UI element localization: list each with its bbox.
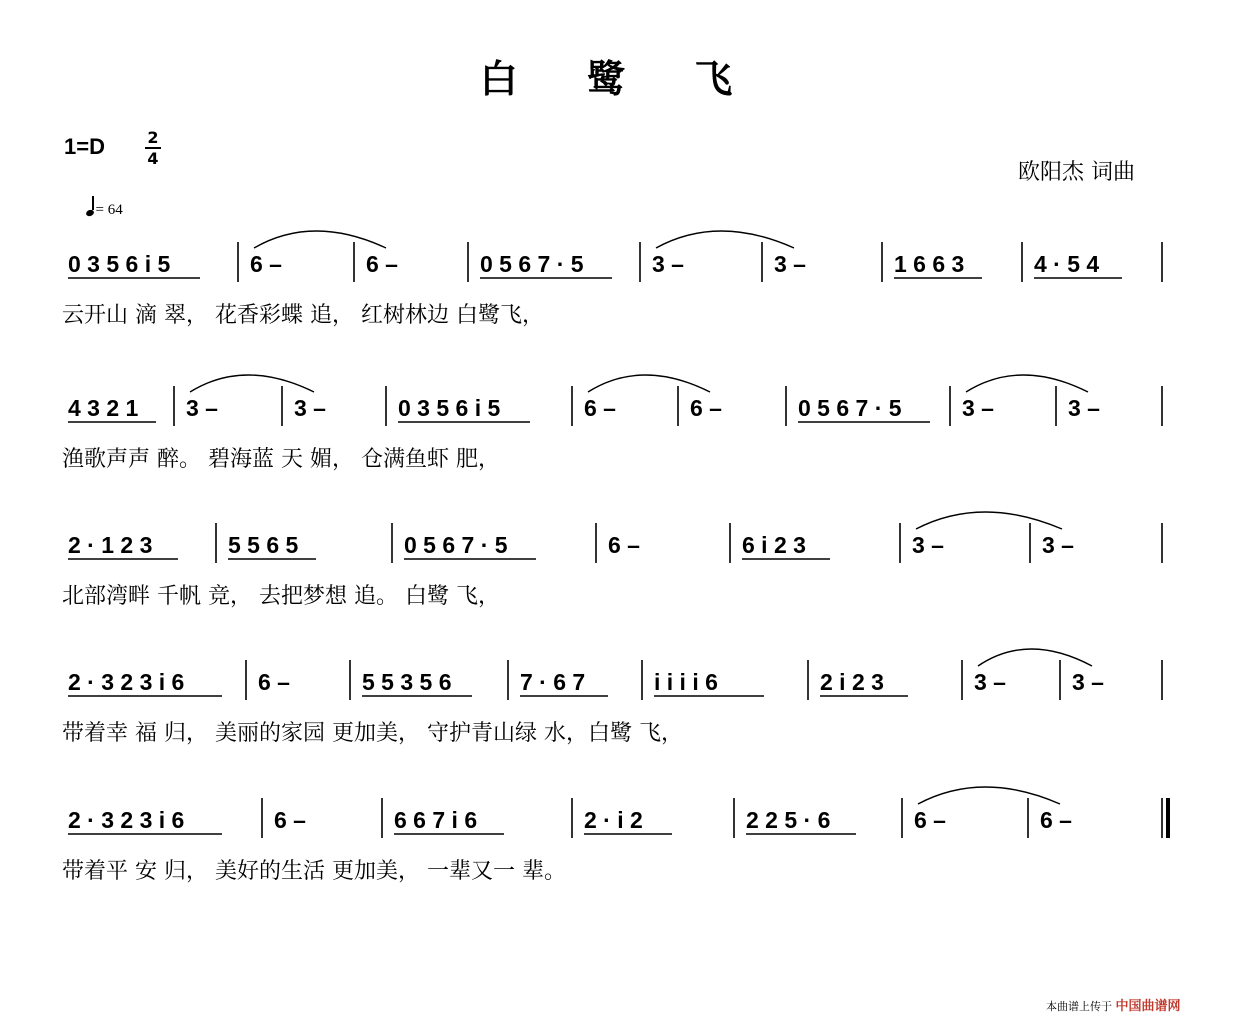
measure-notes: 6 –	[1040, 807, 1072, 833]
key-signature: 1=D	[64, 134, 105, 159]
measure-notes: 2 2 5 · 6	[746, 807, 831, 833]
footer-text: 本曲谱上传于	[1046, 1000, 1112, 1013]
score-row	[62, 512, 1162, 609]
measure-notes: 2 · i 2	[584, 807, 643, 833]
measure-notes: 6 –	[274, 807, 306, 833]
score-row	[62, 649, 1162, 746]
measure-notes: 6 –	[584, 395, 616, 421]
tempo-value: = 64	[95, 202, 123, 218]
measure-notes: 6 –	[258, 669, 290, 695]
measure-notes: 5 5 6 5	[228, 532, 299, 558]
composer-credit: 欧阳杰 词曲	[1018, 160, 1135, 185]
measure-notes: 3 –	[186, 395, 218, 421]
tie-arc	[190, 375, 314, 392]
measure-notes: 2 · 3 2 3 i 6	[68, 807, 185, 833]
measure-notes: 3 –	[1068, 395, 1100, 421]
measure-notes: 6 –	[250, 251, 282, 277]
meter-top: 2	[147, 128, 159, 147]
measure-notes: 0 3 5 6 i 5	[398, 395, 501, 421]
score-row	[62, 787, 1168, 884]
meter-bottom: 4	[147, 149, 159, 168]
measure-notes: 3 –	[294, 395, 326, 421]
measure-notes: 7 · 6 7	[520, 669, 586, 695]
measure-notes: 6 –	[366, 251, 398, 277]
tie-arc	[966, 375, 1088, 392]
source-footer	[1046, 995, 1181, 1014]
score-row	[62, 375, 1162, 472]
measure-notes: 0 5 6 7 · 5	[798, 395, 902, 421]
site-logo: 中国曲谱网	[1115, 999, 1181, 1014]
score-row	[62, 231, 1162, 328]
measure-notes: 6 –	[690, 395, 722, 421]
lyrics-line: 北部湾畔 千帆 竞， 去把梦想 追。 白鹭 飞，	[62, 584, 500, 609]
lyrics-line: 带着幸 福 归， 美丽的家园 更加美， 守护青山绿 水，白鹭 飞，	[62, 721, 683, 746]
measure-notes: 2 · 1 2 3	[68, 532, 153, 558]
measure-notes: 4 3 2 1	[68, 395, 139, 421]
measure-notes: 6 –	[608, 532, 640, 558]
measure-notes: 6 i 2 3	[742, 532, 806, 558]
measure-notes: 3 –	[962, 395, 994, 421]
song-title: 白 鹭 飞	[479, 57, 761, 101]
measure-notes: 0 5 6 7 · 5	[404, 532, 508, 558]
measure-notes: 2 · 3 2 3 i 6	[68, 669, 185, 695]
measure-notes: 6 6 7 i 6	[394, 807, 478, 833]
measure-notes: 3 –	[1042, 532, 1074, 558]
measure-notes: 3 –	[912, 532, 944, 558]
measure-notes: 3 –	[1072, 669, 1104, 695]
measure-notes: 1 6 6 3	[894, 251, 965, 277]
measure-notes: 3 –	[652, 251, 684, 277]
lyrics-line: 带着平 安 归， 美好的生活 更加美， 一辈又一 辈。	[62, 859, 566, 884]
tie-arc	[656, 231, 794, 248]
measure-notes: 3 –	[974, 669, 1006, 695]
measure-notes: 2 i 2 3	[820, 669, 884, 695]
tie-arc	[254, 231, 386, 248]
tie-arc	[588, 375, 710, 392]
tie-arc	[918, 787, 1060, 804]
measure-notes: 0 5 6 7 · 5	[480, 251, 584, 277]
tie-arc	[978, 649, 1092, 666]
measure-notes: 4 · 5 4	[1034, 251, 1100, 277]
measure-notes: 3 –	[774, 251, 806, 277]
measure-notes: 5 5 3 5 6	[362, 669, 452, 695]
measure-notes: 6 –	[914, 807, 946, 833]
tie-arc	[916, 512, 1062, 529]
measure-notes: i i i i 6	[654, 669, 718, 695]
measure-notes: 0 3 5 6 i 5	[68, 251, 171, 277]
lyrics-line: 云开山 滴 翠， 花香彩蝶 追， 红树林边 白鹭飞，	[62, 303, 544, 328]
lyrics-line: 渔歌声声 醉。 碧海蓝 天 媚， 仓满鱼虾 肥，	[62, 447, 500, 472]
